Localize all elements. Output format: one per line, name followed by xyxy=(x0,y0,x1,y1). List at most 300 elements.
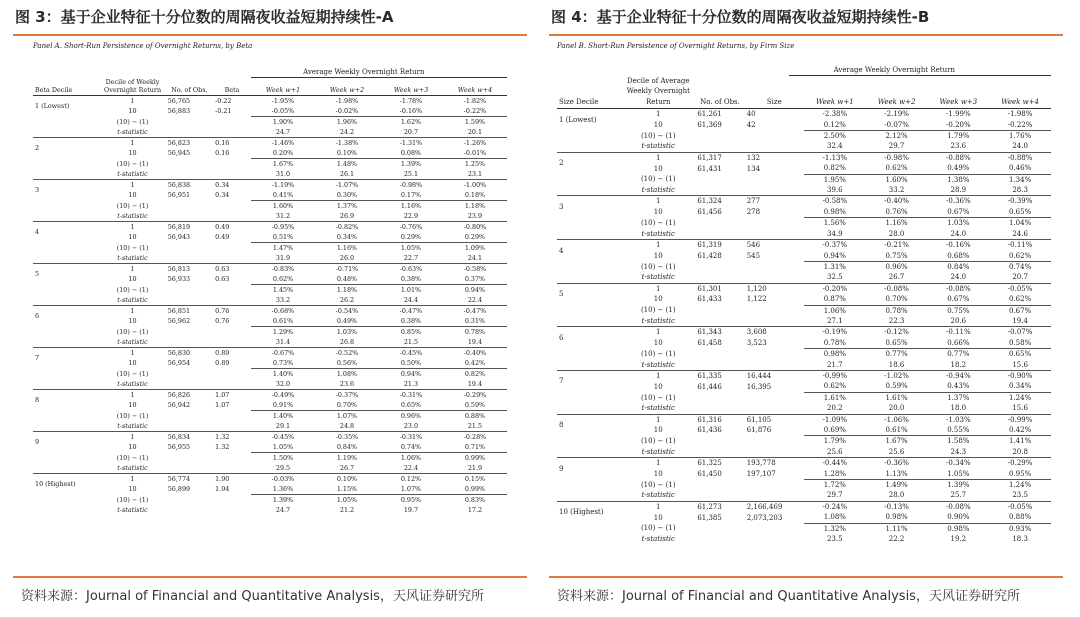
blank-cell xyxy=(745,436,804,447)
table-cell: 61,301 xyxy=(695,283,744,294)
blank-cell xyxy=(695,523,744,534)
table-cell: 10 xyxy=(653,120,663,129)
blank-cell xyxy=(166,159,213,170)
source-note: 资料来源：Journal of Financial and Quantitative Analysis，天风证券研究所 xyxy=(557,589,1020,604)
table-cell: 0.65% xyxy=(1008,207,1032,216)
table-cell: 10 xyxy=(653,382,663,391)
table-cell: -1.78% xyxy=(399,97,423,105)
group-label: 1 (Lowest) xyxy=(35,102,70,111)
group-label: 6 xyxy=(33,306,99,327)
table-cell: 1.32 xyxy=(215,443,230,452)
diff-label: (10) − (1) xyxy=(116,411,149,420)
group-label: 1 (Lowest) xyxy=(559,115,597,124)
avg-header: Average Weekly Overnight Return xyxy=(833,66,955,74)
diff-cell: 1.39% xyxy=(251,495,315,506)
table-cell: 0.89 xyxy=(213,348,251,359)
diff-cell: 1.18% xyxy=(315,285,379,296)
blank-cell xyxy=(166,453,213,464)
data-table xyxy=(557,76,1051,544)
title-rule xyxy=(549,34,1063,36)
data-table xyxy=(33,78,507,515)
diff-cell: 1.58% xyxy=(927,436,989,447)
blank-cell xyxy=(745,185,804,196)
table-wrapper xyxy=(33,68,507,515)
diff-label: (10) − (1) xyxy=(116,243,149,252)
diff-cell: 1.31% xyxy=(804,261,866,272)
t-stat-cell: 21.7 xyxy=(827,360,843,369)
table-cell: -0.37% xyxy=(315,390,379,401)
diff-cell: 0.96% xyxy=(866,261,928,272)
group-label: 5 xyxy=(557,283,621,305)
blank-cell xyxy=(745,392,804,403)
blank-cell xyxy=(33,243,99,254)
table-cell: -0.88% xyxy=(989,152,1051,163)
table-cell: 0.99% xyxy=(464,485,486,493)
t-stat-cell: 22.4 xyxy=(403,464,419,472)
table-cell: 193,778 xyxy=(745,458,804,469)
table-cell: -0.16% xyxy=(927,240,989,251)
t-stat-row xyxy=(33,127,507,138)
diff-cell: 1.76% xyxy=(989,131,1051,142)
table-cell: 1 xyxy=(99,264,165,275)
blank-cell xyxy=(745,490,804,501)
table-cell: 0.34 xyxy=(213,180,251,191)
table-cell: 0.61% xyxy=(272,317,294,325)
t-stat-cell: 20.0 xyxy=(888,404,905,413)
t-stat-label: t-statistic xyxy=(641,535,675,544)
blank-cell xyxy=(33,211,99,222)
table-cell: 10 xyxy=(653,251,663,260)
table-cell: 0.49% xyxy=(947,164,970,173)
t-stat-cell: 21.5 xyxy=(467,422,483,430)
table-cell: 61,431 xyxy=(697,164,722,173)
t-stat-cell: 22.4 xyxy=(467,296,483,304)
table-cell: 61,335 xyxy=(695,370,744,381)
blank-cell xyxy=(695,131,744,142)
diff-cell: 1.61% xyxy=(866,392,928,403)
table-cell: 0.62% xyxy=(885,164,908,173)
diff-cell: 1.96% xyxy=(315,117,379,128)
diff-cell: 0.98% xyxy=(927,523,989,534)
table-cell: 1.13% xyxy=(885,469,908,478)
diff-cell: 0.98% xyxy=(804,349,866,360)
diff-row xyxy=(33,159,507,170)
blank-cell xyxy=(166,411,213,422)
table-row xyxy=(557,283,1051,294)
table-cell: 0.38% xyxy=(400,275,422,283)
t-stat-cell: 31.9 xyxy=(275,254,291,262)
diff-label: (10) − (1) xyxy=(640,131,676,140)
table-cell: 0.62% xyxy=(823,382,846,391)
table-cell: 0.42% xyxy=(1008,426,1032,434)
blank-cell xyxy=(213,201,251,212)
diff-cell: 1.40% xyxy=(251,369,315,380)
blank-cell xyxy=(166,337,213,348)
t-stat-cell: 39.6 xyxy=(827,186,843,195)
t-stat-label: t-statistic xyxy=(117,338,148,346)
blank-cell xyxy=(166,117,213,128)
table-cell: 0.20% xyxy=(272,149,294,157)
table-cell: -0.54% xyxy=(315,306,379,317)
table-cell: -0.63% xyxy=(379,264,443,275)
diff-cell: 1.95% xyxy=(804,174,866,185)
t-stat-cell: 21.5 xyxy=(403,338,419,346)
table-row xyxy=(557,327,1051,338)
diff-cell: 0.67% xyxy=(989,305,1051,316)
column-header: Week w+2 xyxy=(866,76,928,109)
t-stat-cell: 23.1 xyxy=(467,170,483,178)
blank-cell xyxy=(166,495,213,506)
t-stat-label: t-statistic xyxy=(641,316,675,325)
t-stat-cell: 21.2 xyxy=(339,506,355,514)
t-stat-cell: 24.0 xyxy=(1012,142,1028,151)
table-cell: -0.29% xyxy=(989,458,1051,469)
table-cell: -1.31% xyxy=(379,138,443,149)
table-cell: -0.24% xyxy=(804,501,866,512)
blank-cell xyxy=(213,369,251,380)
t-stat-label: t-statistic xyxy=(117,422,148,430)
table-row xyxy=(33,358,507,369)
t-stat-cell: 15.6 xyxy=(1012,360,1028,369)
diff-cell: 1.67% xyxy=(866,436,928,447)
t-stat-row xyxy=(33,253,507,264)
table-cell: 10 xyxy=(653,164,663,173)
diff-cell: 1.79% xyxy=(804,436,866,447)
table-cell: 61,428 xyxy=(697,251,722,260)
table-cell: -0.34% xyxy=(927,458,989,469)
table-cell: 61,458 xyxy=(697,339,722,347)
table-cell: 0.55% xyxy=(947,426,970,434)
table-cell: 1.05% xyxy=(947,469,970,478)
table-cell: 0.10% xyxy=(315,474,379,485)
diff-label: (10) − (1) xyxy=(116,201,149,210)
table-row xyxy=(557,338,1051,349)
table-cell: -0.05% xyxy=(271,107,295,115)
t-stat-cell: 21.9 xyxy=(467,464,483,472)
table-cell: 16,395 xyxy=(746,382,772,391)
t-stat-row xyxy=(557,447,1051,458)
table-cell: 0.75% xyxy=(885,251,908,260)
table-cell: 0.70% xyxy=(336,401,358,409)
table-cell: 61,433 xyxy=(697,295,722,304)
t-stat-cell: 26.9 xyxy=(339,212,355,220)
table-cell: 10 xyxy=(128,275,137,284)
table-cell: -0.47% xyxy=(443,306,507,317)
t-stat-cell: 33.2 xyxy=(275,296,291,304)
diff-label: (10) − (1) xyxy=(640,262,676,271)
table-cell: 0.78% xyxy=(823,338,846,347)
diff-cell: 1.16% xyxy=(379,201,443,212)
blank-cell xyxy=(213,453,251,464)
diff-cell: 1.07% xyxy=(315,411,379,422)
table-row xyxy=(33,316,507,327)
diff-cell: 0.78% xyxy=(443,327,507,338)
diff-cell: 1.37% xyxy=(927,392,989,403)
diff-cell: 1.11% xyxy=(866,523,928,534)
diff-cell: 1.06% xyxy=(804,305,866,316)
table-cell: 0.70% xyxy=(885,295,908,304)
t-stat-cell: 20.2 xyxy=(827,404,843,413)
t-stat-cell: 26.7 xyxy=(339,464,355,472)
blank-cell xyxy=(745,447,804,458)
diff-label: (10) − (1) xyxy=(640,306,676,315)
table-cell: -0.47% xyxy=(379,306,443,317)
blank-cell xyxy=(33,411,99,422)
table-row xyxy=(557,414,1051,425)
t-stat-row xyxy=(33,211,507,222)
table-row xyxy=(557,109,1051,120)
blank-cell xyxy=(695,261,744,272)
table-cell: 56,943 xyxy=(167,233,191,242)
table-cell: -0.45% xyxy=(251,432,315,443)
table-row xyxy=(557,370,1051,381)
t-stat-label: t-statistic xyxy=(117,380,148,388)
blank-cell xyxy=(557,403,621,414)
blank-cell xyxy=(695,349,744,360)
blank-cell xyxy=(33,169,99,180)
diff-row xyxy=(33,411,507,422)
diff-row xyxy=(557,523,1051,534)
t-stat-label: t-statistic xyxy=(641,229,675,238)
diff-row xyxy=(557,305,1051,316)
table-cell: 61,316 xyxy=(695,414,744,425)
blank-cell xyxy=(745,305,804,316)
blank-cell xyxy=(33,253,99,264)
t-stat-cell: 19.4 xyxy=(467,380,483,388)
diff-cell: 1.06% xyxy=(379,453,443,464)
diff-cell: 1.59% xyxy=(443,117,507,128)
t-stat-cell: 22.3 xyxy=(888,316,905,325)
table-cell: 0.48% xyxy=(336,275,358,283)
table-wrapper xyxy=(557,66,1051,544)
table-cell: 0.65% xyxy=(400,401,422,409)
t-stat-cell: 22.2 xyxy=(888,535,905,544)
table-cell: 1.36% xyxy=(272,485,294,493)
blank-cell xyxy=(166,243,213,254)
diff-label: (10) − (1) xyxy=(640,175,676,184)
table-cell: -0.44% xyxy=(804,458,866,469)
group-label: 3 xyxy=(33,180,99,201)
table-cell: -1.09% xyxy=(804,414,866,425)
table-cell: -1.99% xyxy=(946,110,971,119)
blank-cell xyxy=(213,327,251,338)
table-cell: 134 xyxy=(746,164,761,173)
blank-cell xyxy=(745,480,804,491)
table-cell: 61,317 xyxy=(695,152,744,163)
table-cell: 0.94% xyxy=(823,251,846,260)
table-cell: 10 xyxy=(653,295,663,304)
blank-cell xyxy=(745,174,804,185)
blank-cell xyxy=(213,379,251,390)
table-row xyxy=(557,458,1051,469)
t-stat-cell: 23.6 xyxy=(339,380,355,388)
table-cell: 1 xyxy=(130,97,135,105)
table-cell: -0.39% xyxy=(989,196,1051,207)
avg-header: Average Weekly Overnight Return xyxy=(303,68,425,76)
blank-cell xyxy=(695,360,744,371)
t-stat-cell: 24.4 xyxy=(403,296,419,304)
t-stat-label: t-statistic xyxy=(641,491,675,500)
diff-cell: 0.74% xyxy=(989,261,1051,272)
table-cell: 0.17% xyxy=(400,191,422,199)
table-cell: -1.07% xyxy=(315,180,379,191)
table-cell: 61,369 xyxy=(697,120,722,129)
table-cell: 0.84% xyxy=(336,443,358,451)
avg-header-rule xyxy=(251,77,507,78)
table-cell: -0.08% xyxy=(927,501,989,512)
table-cell: 1 xyxy=(99,180,165,191)
table-cell: 0.62% xyxy=(1008,295,1032,304)
column-header: Size xyxy=(745,76,804,109)
t-stat-cell: 24.6 xyxy=(1012,229,1028,238)
table-cell: 0.69% xyxy=(823,426,846,434)
table-cell: 0.88% xyxy=(1008,513,1032,522)
blank-cell xyxy=(213,243,251,254)
diff-row xyxy=(557,218,1051,229)
blank-cell xyxy=(557,447,621,458)
table-cell: 0.65% xyxy=(885,338,908,347)
t-stat-label: t-statistic xyxy=(117,464,148,472)
diff-label: (10) − (1) xyxy=(640,219,676,228)
table-cell: 0.12% xyxy=(823,120,846,129)
table-cell: 0.68% xyxy=(947,251,970,260)
blank-cell xyxy=(33,369,99,380)
table-cell: -0.28% xyxy=(443,432,507,443)
table-cell: -0.52% xyxy=(315,348,379,359)
blank-cell xyxy=(695,305,744,316)
header-row xyxy=(557,76,1051,109)
t-stat-cell: 18.0 xyxy=(950,404,967,413)
diff-cell: 1.67% xyxy=(251,159,315,170)
t-stat-cell: 29.7 xyxy=(827,491,843,500)
blank-cell xyxy=(33,127,99,138)
table-cell: -2.38% xyxy=(822,110,848,119)
table-row xyxy=(33,484,507,495)
table-cell: 61,325 xyxy=(695,458,744,469)
blank-cell xyxy=(557,490,621,501)
avg-header-rule xyxy=(789,75,1051,76)
table-cell: 1 xyxy=(621,196,695,207)
table-cell: -0.58% xyxy=(443,264,507,275)
t-stat-cell: 26.7 xyxy=(888,273,905,282)
table-cell: -0.05% xyxy=(989,501,1051,512)
table-cell: 1 xyxy=(99,390,165,401)
blank-cell xyxy=(557,131,621,142)
table-row xyxy=(557,152,1051,163)
table-cell: 1 xyxy=(621,240,695,251)
table-cell: 1,122 xyxy=(746,295,767,304)
column-header: No. of Obs. xyxy=(695,76,744,109)
blank-cell xyxy=(695,174,744,185)
blank-cell xyxy=(213,463,251,474)
blank-cell xyxy=(213,505,251,515)
t-stat-cell: 19.2 xyxy=(950,535,967,544)
diff-row xyxy=(33,327,507,338)
table-row xyxy=(33,442,507,453)
diff-row xyxy=(557,392,1051,403)
table-cell: 0.16 xyxy=(215,149,230,158)
table-row xyxy=(557,120,1051,131)
table-cell: 1.90 xyxy=(213,474,251,485)
table-cell: -0.31% xyxy=(379,432,443,443)
blank-cell xyxy=(695,480,744,491)
table-cell: -1.26% xyxy=(443,138,507,149)
t-stat-label: t-statistic xyxy=(117,212,148,220)
table-cell: 0.59% xyxy=(464,401,486,409)
diff-cell: 1.04% xyxy=(989,218,1051,229)
t-stat-row xyxy=(557,316,1051,327)
blank-cell xyxy=(166,379,213,390)
table-cell: 61,105 xyxy=(745,414,804,425)
table-cell: 61,446 xyxy=(697,382,722,391)
table-cell: -0.94% xyxy=(927,370,989,381)
table-cell: 1.32 xyxy=(213,432,251,443)
table-cell: -1.06% xyxy=(866,414,928,425)
blank-cell xyxy=(745,141,804,152)
table-cell: -0.82% xyxy=(315,222,379,233)
table-cell: 0.16 xyxy=(213,138,251,149)
table-cell: -0.03% xyxy=(251,474,315,485)
t-stat-label: t-statistic xyxy=(117,296,148,304)
table-cell: -0.83% xyxy=(251,264,315,275)
blank-cell xyxy=(166,211,213,222)
t-stat-cell: 31.0 xyxy=(275,170,291,178)
table-cell: 0.98% xyxy=(823,207,846,216)
t-stat-cell: 32.4 xyxy=(827,142,843,151)
blank-cell xyxy=(557,261,621,272)
column-header: Week w+1 xyxy=(251,78,315,96)
t-stat-cell: 23.0 xyxy=(403,422,419,430)
table-cell: 40 xyxy=(746,110,756,119)
diff-cell: 1.48% xyxy=(315,159,379,170)
t-stat-cell: 24.3 xyxy=(950,447,967,456)
table-cell: -0.98% xyxy=(866,152,928,163)
blank-cell xyxy=(557,174,621,185)
diff-row xyxy=(557,261,1051,272)
t-stat-row xyxy=(33,169,507,180)
t-stat-cell: 23.5 xyxy=(827,535,843,544)
diff-row xyxy=(33,453,507,464)
diff-cell: 0.88% xyxy=(443,411,507,422)
blank-cell xyxy=(166,253,213,264)
blank-cell xyxy=(213,421,251,432)
table-cell: 0.30% xyxy=(336,191,358,199)
table-cell: 10 xyxy=(128,359,137,368)
group-label: 8 xyxy=(33,390,99,411)
blank-cell xyxy=(695,447,744,458)
figure-title: 图 3：基于企业特征十分位数的周隔夜收益短期持续性-A xyxy=(15,8,394,26)
t-stat-cell: 20.7 xyxy=(403,128,419,136)
blank-cell xyxy=(213,495,251,506)
blank-cell xyxy=(557,229,621,240)
diff-row xyxy=(33,243,507,254)
group-label: 8 xyxy=(557,414,621,436)
table-row xyxy=(33,390,507,401)
table-cell: 56,823 xyxy=(166,138,213,149)
group-label: 6 xyxy=(557,327,621,349)
diff-cell: 1.49% xyxy=(866,480,928,491)
table-cell: 0.38% xyxy=(400,317,422,325)
t-stat-label: t-statistic xyxy=(117,128,148,136)
table-cell: -0.12% xyxy=(866,327,928,338)
table-cell: -0.21 xyxy=(215,107,232,116)
table-cell: 56,851 xyxy=(166,306,213,317)
t-stat-cell: 28.3 xyxy=(1012,186,1028,195)
diff-cell: 1.56% xyxy=(804,218,866,229)
table-cell: 1 xyxy=(99,306,165,317)
blank-cell xyxy=(745,272,804,283)
blank-cell xyxy=(33,117,99,128)
